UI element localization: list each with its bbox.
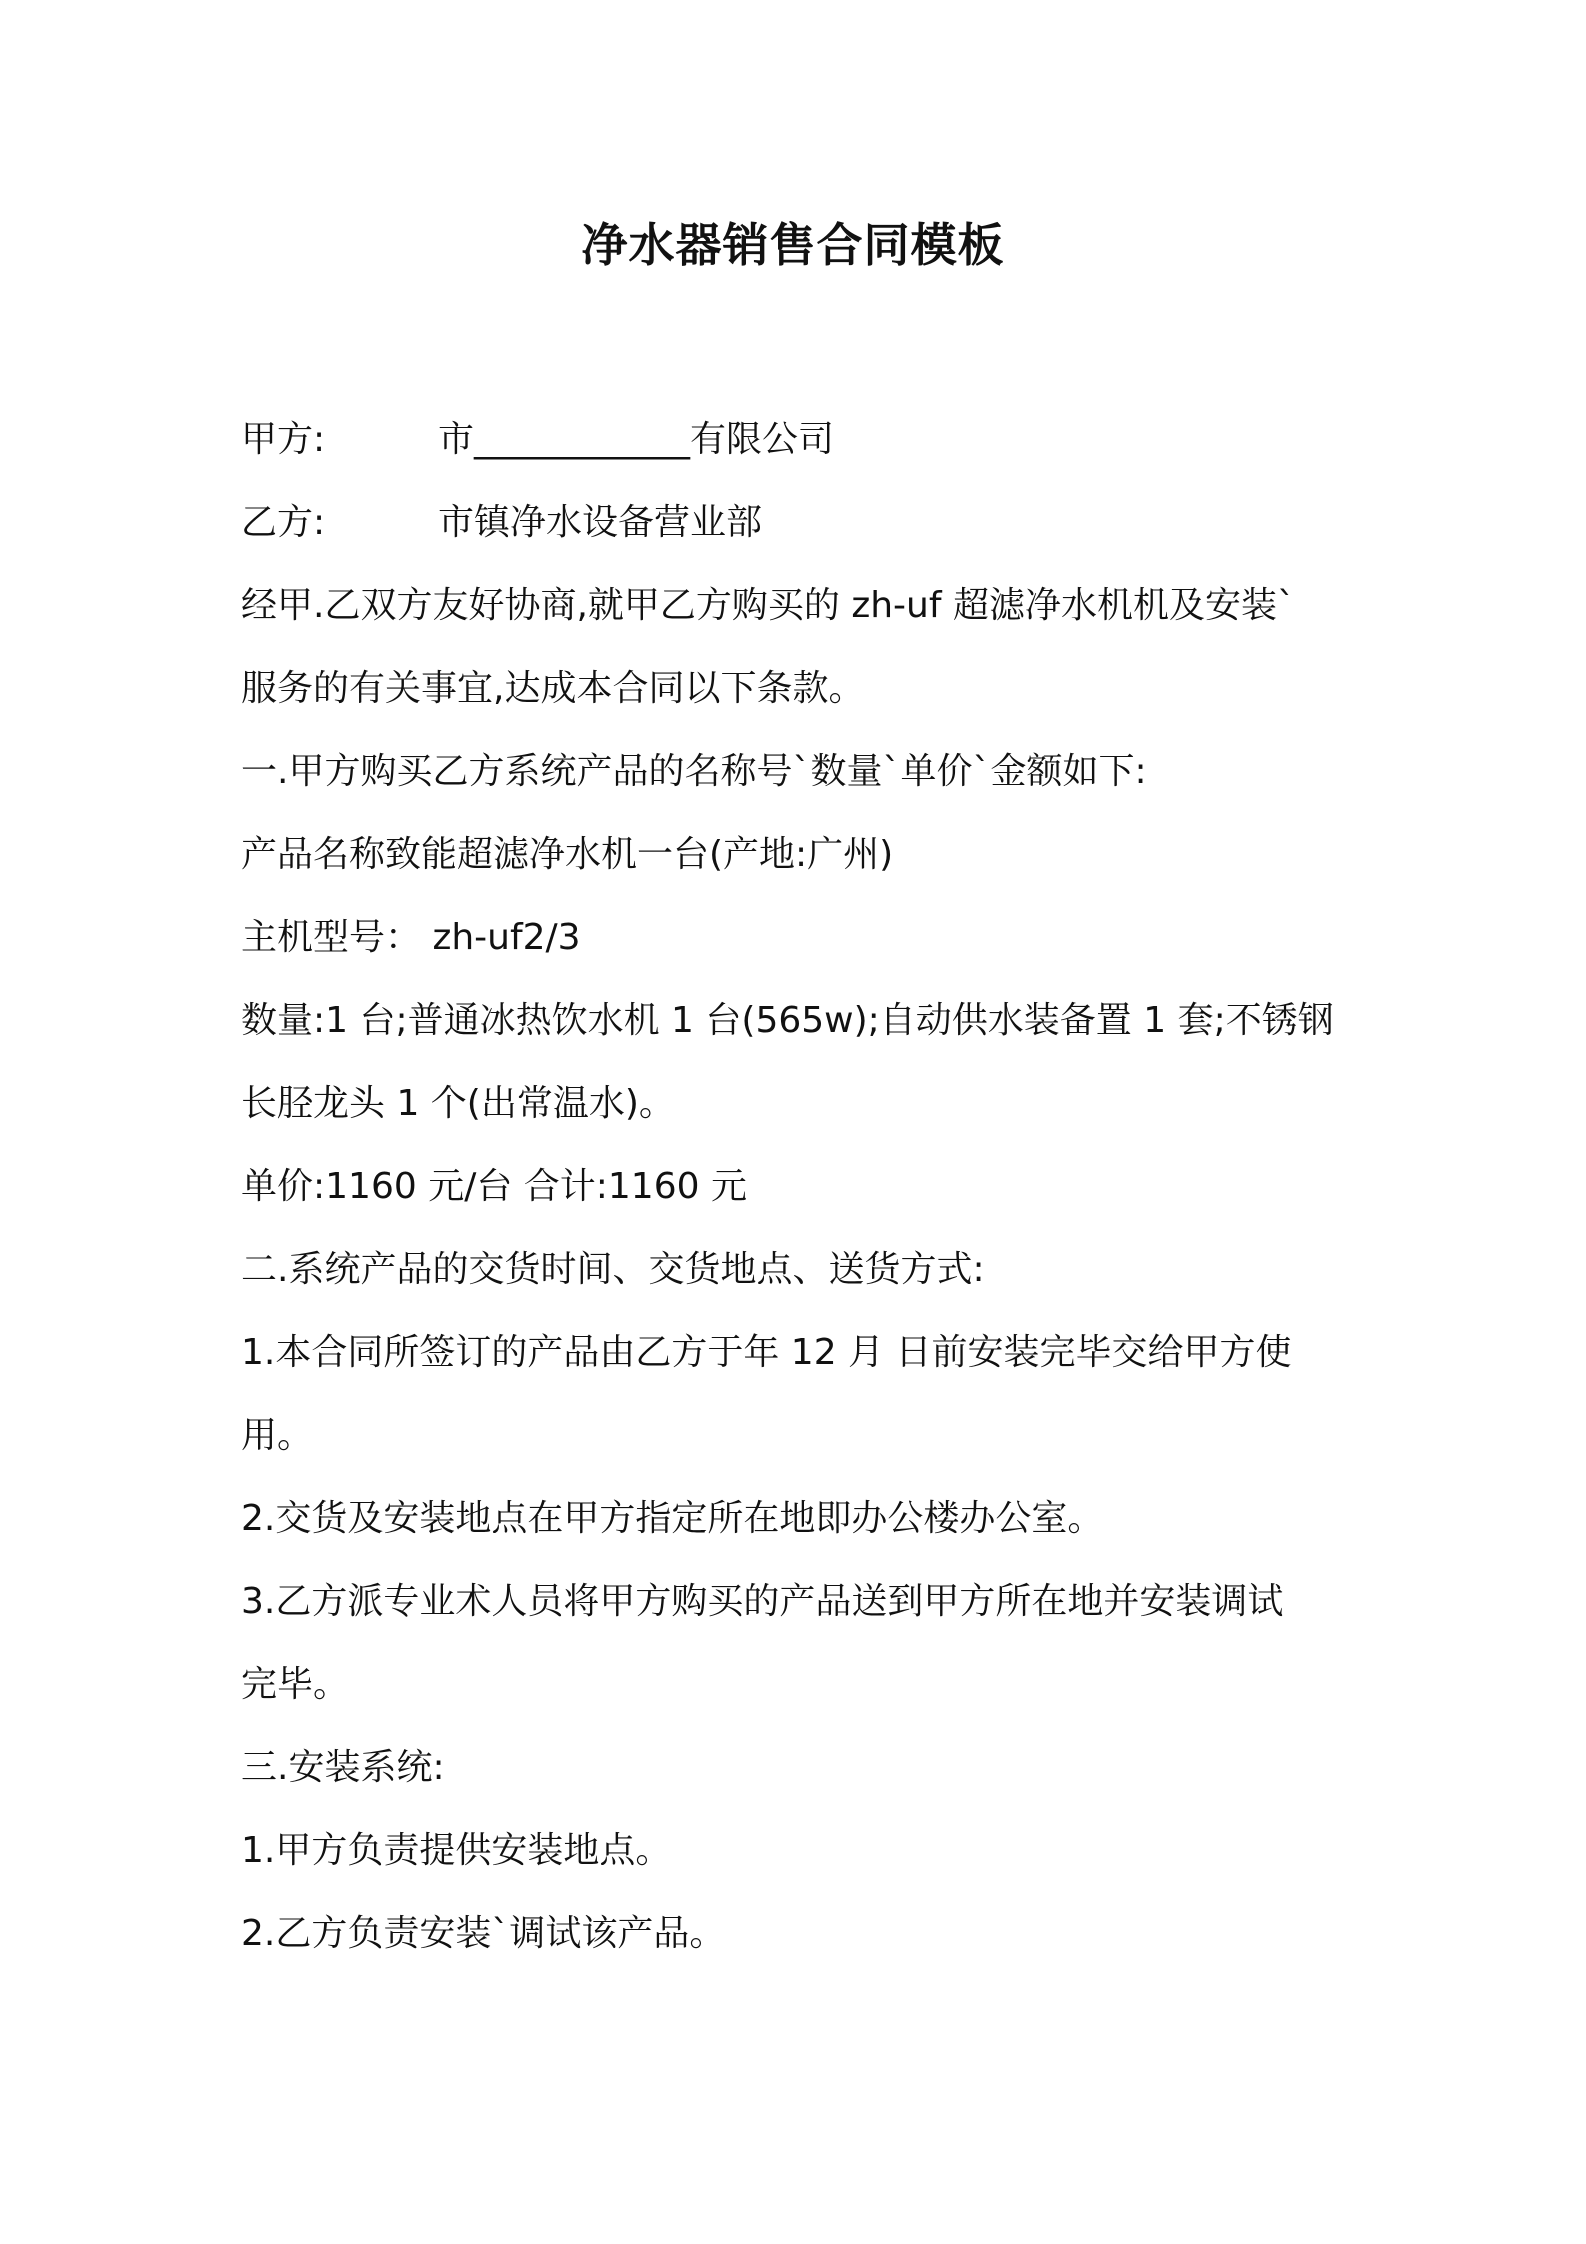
paragraph-line: 2.乙方负责安装`调试该产品。 <box>241 1913 726 1954</box>
paragraph-line: 2.交货及安装地点在甲方指定所在地即办公楼办公室。 <box>241 1498 1104 1539</box>
paragraph-line: 完毕。 <box>241 1664 350 1705</box>
paragraph-line: 经甲.乙双方友好协商,就甲乙方购买的 zh-uf 超滤净水机机及安装` <box>241 585 1295 626</box>
section-heading: 一.甲方购买乙方系统产品的名称号`数量`单价`金额如下: <box>241 751 1147 792</box>
document-title: 净水器销售合同模板 <box>581 218 1005 272</box>
paragraph-line: 1.甲方负责提供安装地点。 <box>241 1830 672 1871</box>
party-b-line <box>241 498 762 548</box>
party-a-value: 市____________有限公司 <box>438 419 835 460</box>
paragraph-line: 用。 <box>241 1415 314 1456</box>
paragraph-line: 1.本合同所签订的产品由乙方于年 12 月 日前安装完毕交给甲方使 <box>241 1332 1292 1373</box>
paragraph-line: 服务的有关事宜,达成本合同以下条款。 <box>241 668 865 709</box>
party-a-line <box>241 415 834 465</box>
party-b-value: 市镇净水设备营业部 <box>438 502 763 543</box>
paragraph-line: 产品名称致能超滤净水机一台(产地:广州) <box>241 834 894 875</box>
paragraph-line: 长胫龙头 1 个(出常温水)。 <box>241 1083 675 1124</box>
paragraph-line: 数量:1 台;普通冰热饮水机 1 台(565w);自动供水装备置 1 套;不锈钢 <box>241 1000 1334 1041</box>
paragraph-line: 3.乙方派专业术人员将甲方购买的产品送到甲方所在地并安装调试 <box>241 1581 1284 1622</box>
party-b-label: 乙方: <box>241 502 326 543</box>
section-heading: 三.安装系统: <box>241 1747 445 1788</box>
party-a-label: 甲方: <box>241 419 326 460</box>
paragraph-line: 单价:1160 元/台 合计:1160 元 <box>241 1166 747 1207</box>
section-heading: 二.系统产品的交货时间、交货地点、送货方式: <box>241 1249 985 1290</box>
paragraph-line: 主机型号： zh-uf2/3 <box>241 917 581 958</box>
